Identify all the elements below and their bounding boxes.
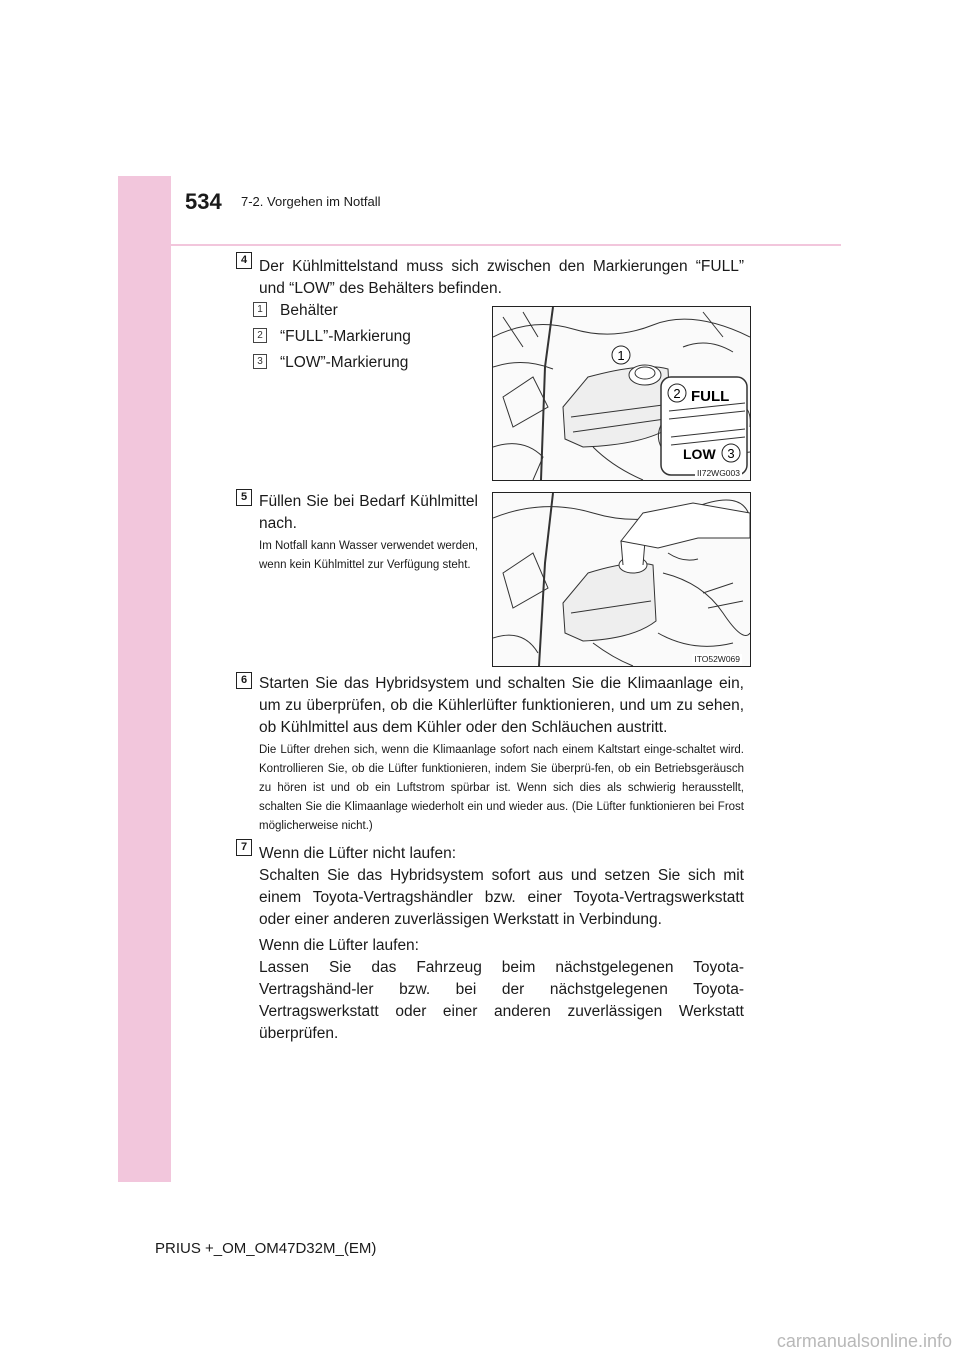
item-2-number: 2 (253, 328, 267, 343)
step-7-case1-title: Wenn die Lüfter nicht laufen: (259, 845, 457, 862)
step-7-case1-text: Schalten Sie das Hybridsystem sofort aus und setzen Sie sich mit einem Toyota-Vertragshändler bzw. einer Toyota-Vertragswerkstatt oder einer anderen zuverlässigen Werkstatt in Verbindung. (259, 867, 744, 928)
item-3-label: “LOW”-Markierung (280, 354, 409, 371)
step-6-note: Die Lüfter drehen sich, wenn die Klimaanlage sofort nach einem Kaltstart einge-schaltet wird. Kontrollieren Sie, ob die Lüfter funktionieren, indem Sie überprü-fen, ob ein Betriebsgeräusch zu hören ist und ob ein Luftstrom spürbar ist. Wenn sich dies als schwierig herausstellt, schalten Sie die Klimaanlage wiederholt ein und wieder aus. (Die Lüfter funktionieren bei Frost möglicherweise nicht.) (259, 744, 744, 832)
page-number: 534 (185, 189, 222, 214)
coolant-reservoir-illustration (493, 307, 750, 480)
step-7-badge: 7 (236, 839, 252, 856)
step-5-badge: 5 (236, 489, 252, 506)
callout-2: 2 (673, 386, 681, 401)
callout-1: 1 (617, 348, 625, 363)
item-1-label: Behälter (280, 302, 338, 319)
section-title: 7-2. Vorgehen im Notfall (241, 194, 381, 209)
item-1-number: 1 (253, 302, 267, 317)
header-rule (171, 244, 841, 246)
watermark: carmanualsonline.info (776, 1331, 952, 1351)
footer-doc-id: PRIUS +_OM_OM47D32M_(EM) (155, 1240, 377, 1257)
figure-code: II72WG003 (697, 468, 740, 478)
step-4-badge: 4 (236, 252, 252, 269)
step-5-note: Im Notfall kann Wasser verwendet werden, wenn kein Kühlmittel zur Verfügung steht. (259, 540, 478, 571)
coolant-refill-illustration (493, 493, 750, 666)
coolant-reservoir-figure (492, 306, 751, 481)
item-3-number: 3 (253, 354, 267, 369)
full-mark-label: FULL (691, 388, 730, 405)
item-2-label: “FULL”-Markierung (280, 328, 411, 345)
coolant-refill-figure (492, 492, 751, 667)
figure-code: ITO52W069 (694, 654, 740, 664)
step-6-text: Starten Sie das Hybridsystem und schalten Sie die Klimaanlage ein, um zu überprüfen, ob die Kühlerlüfter funktionieren, und um zu sehen, ob Kühlmittel aus dem Kühler oder den Schläuchen austritt. (259, 675, 744, 736)
step-7-case2-title: Wenn die Lüfter laufen: (259, 937, 419, 954)
step-4-text: Der Kühlmittelstand muss sich zwischen den Markierungen “FULL” und “LOW” des Behälters befinden. (259, 258, 744, 297)
step-6-badge: 6 (236, 672, 252, 689)
step-7-case2-text: Lassen Sie das Fahrzeug beim nächstgelegenen Toyota-Vertragshänd-ler bzw. bei der nächstgelegenen Toyota-Vertragswerkstatt oder einer anderen zuverlässigen Werkstatt überprüfen. (259, 959, 744, 1042)
callout-3: 3 (727, 446, 735, 461)
low-mark-label: LOW (683, 446, 716, 462)
side-accent-band (118, 176, 171, 1182)
step-5-text: Füllen Sie bei Bedarf Kühlmittel nach. (259, 493, 478, 532)
